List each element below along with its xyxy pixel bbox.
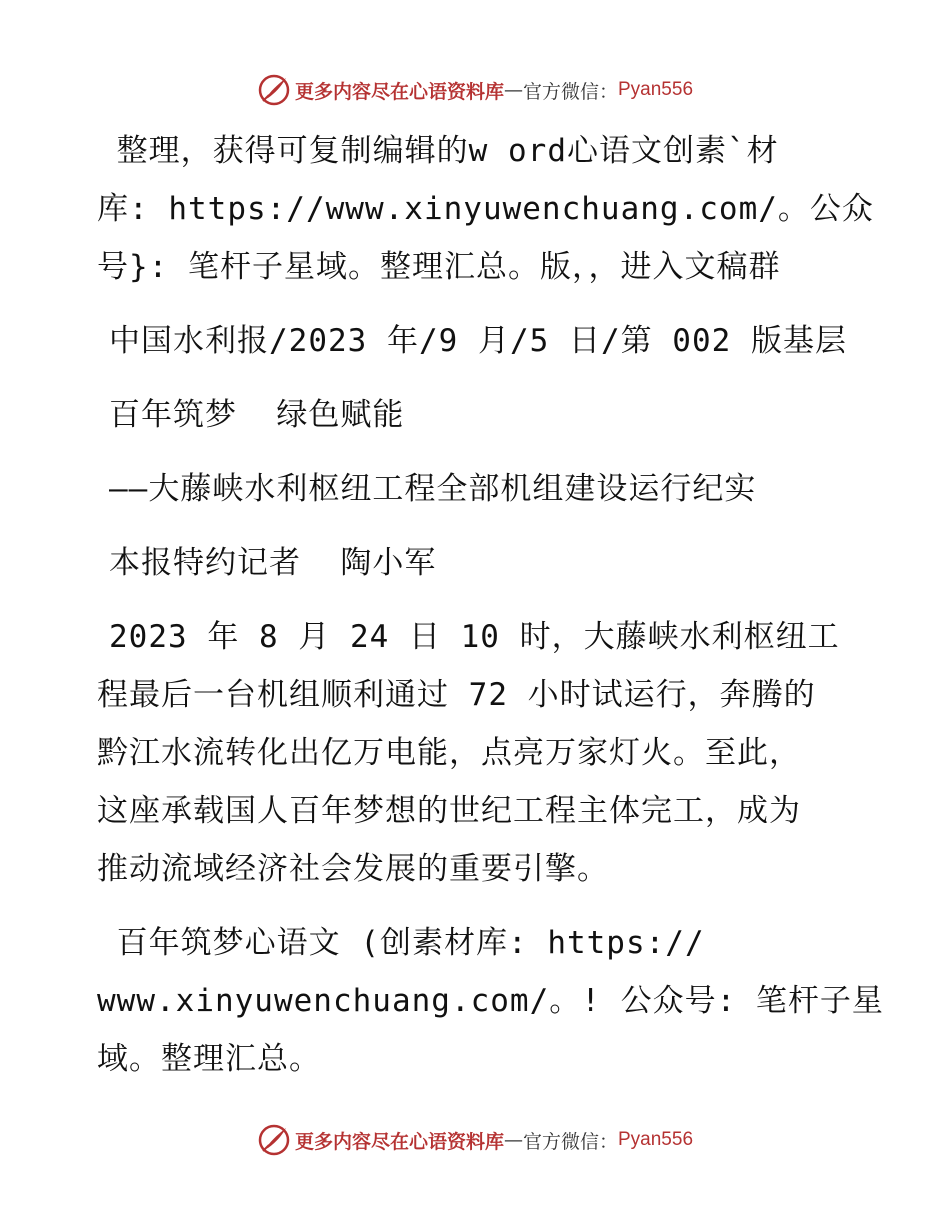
closing-line: 域。整理汇总。 <box>97 1041 321 1077</box>
banner-wechat-handle: Pyan556 <box>618 79 694 100</box>
banner-wechat-label: 官方微信： <box>522 81 618 103</box>
body-line: 黔江水流转化出亿万电能，点亮万家灯火。至此， <box>97 735 801 771</box>
banner-separator: — <box>503 79 523 101</box>
banner-separator: — <box>503 1129 523 1151</box>
intro-line: 库: https://www.xinyuwenchuang.com/。公众 <box>97 191 874 227</box>
article-title: 百年筑梦 绿色赋能 <box>109 397 405 433</box>
closing-line: www.xinyuwenchuang.com/。! 公众号: 笔杆子星 <box>97 983 884 1019</box>
author-line: 本报特约记者 陶小军 <box>109 545 437 581</box>
footer-banner <box>0 1120 950 1160</box>
body-line: 2023 年 8 月 24 日 10 时，大藤峡水利枢纽工 <box>109 619 840 655</box>
quill-logo-icon <box>257 1123 291 1157</box>
article-subtitle: ——大藤峡水利枢纽工程全部机组建设运行纪实 <box>109 471 757 507</box>
header-banner <box>0 70 950 110</box>
body-line: 推动流域经济社会发展的重要引擎。 <box>97 851 609 887</box>
document-body <box>97 122 884 1088</box>
banner-wechat-handle: Pyan556 <box>618 1129 694 1150</box>
banner-text: 更多内容尽在心语资料库 <box>294 80 504 103</box>
banner-wechat-label: 官方微信： <box>522 1131 618 1153</box>
body-line: 程最后一台机组顺利通过 72 小时试运行，奔腾的 <box>97 677 816 713</box>
intro-line: 号}: 笔杆子星域。整理汇总。版，，进入文稿群 <box>97 249 781 285</box>
body-line: 这座承载国人百年梦想的世纪工程主体完工，成为 <box>97 793 801 829</box>
banner-text: 更多内容尽在心语资料库 <box>294 1130 504 1153</box>
intro-line: 整理，获得可复制编辑的w ord心语文创素`材 <box>97 133 779 169</box>
quill-logo-icon <box>257 73 291 107</box>
closing-line: 百年筑梦心语文 (创素材库: https:// <box>97 925 705 961</box>
source-line: 中国水利报/2023 年/9 月/5 日/第 002 版基层 <box>109 323 847 359</box>
